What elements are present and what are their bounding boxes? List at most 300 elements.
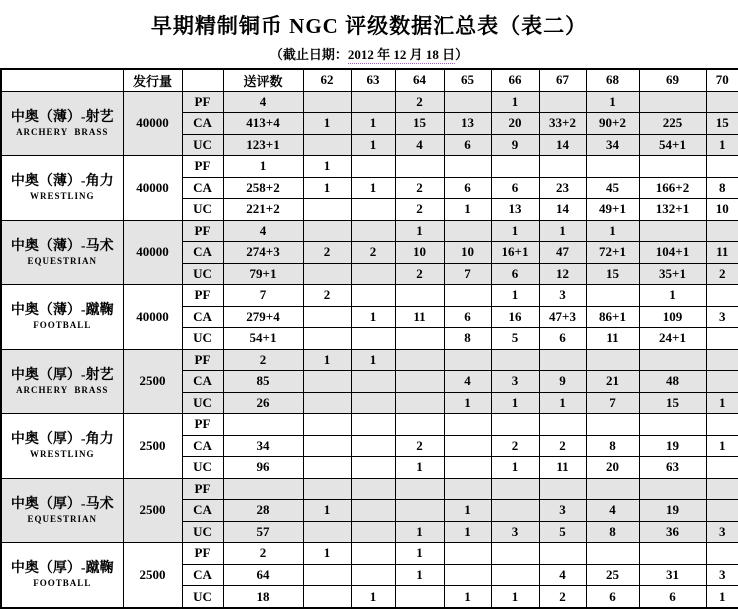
grade-count-cell: 16+1 [491,242,539,264]
grade-count-cell [351,435,395,457]
corner-cell [1,69,123,91]
grade-count-cell [303,521,351,543]
submit-count-cell: 28 [223,500,303,522]
grade-count-cell [706,285,738,307]
grade-count-cell: 49+1 [586,199,639,221]
grade-count-cell: 34 [586,134,639,156]
grade-count-cell: 14 [539,199,586,221]
issue-qty-cell: 40000 [123,91,182,156]
grade-count-cell: 1 [303,500,351,522]
grade-count-cell [444,543,491,565]
grade-count-cell: 11 [586,328,639,350]
table-row [1,349,738,371]
coin-name-cell [1,543,123,609]
grade-header-70: 70 [706,69,738,91]
grade-count-cell: 2 [539,586,586,609]
table-row [1,91,738,113]
finish-type-cell: UC [182,328,223,350]
grade-count-cell: 54+1 [639,134,706,156]
issue-qty-header: 发行量 [123,69,182,91]
grade-count-cell [639,156,706,178]
grade-count-cell: 31 [639,564,706,586]
table-body [1,91,738,608]
grade-count-cell: 2 [303,242,351,264]
grade-count-cell: 35+1 [639,263,706,285]
finish-type-cell: PF [182,543,223,565]
grade-count-cell: 166+2 [639,177,706,199]
grade-count-cell: 1 [351,113,395,135]
grade-count-cell: 2 [351,242,395,264]
grade-count-cell [395,349,444,371]
grade-count-cell: 2 [395,435,444,457]
grade-count-cell [303,414,351,436]
grade-count-cell [444,564,491,586]
grade-count-cell: 8 [444,328,491,350]
grade-count-cell: 1 [351,177,395,199]
grade-count-cell [706,349,738,371]
finish-type-cell: UC [182,392,223,414]
grade-count-cell [351,457,395,479]
grade-count-cell: 1 [351,349,395,371]
coin-name-en: ARCHERY BRASS [16,126,109,137]
issue-qty-cell: 2500 [123,478,182,543]
grade-count-cell [539,156,586,178]
issue-qty-cell: 2500 [123,349,182,414]
grade-count-cell: 1 [303,113,351,135]
submit-count-cell: 34 [223,435,303,457]
grade-count-cell [351,220,395,242]
table-row [1,285,738,307]
submit-count-cell: 123+1 [223,134,303,156]
grade-count-cell: 1 [395,457,444,479]
submit-count-cell: 64 [223,564,303,586]
grade-count-cell [539,543,586,565]
grade-count-cell [395,328,444,350]
grade-count-cell: 3 [539,500,586,522]
finish-type-cell: PF [182,156,223,178]
submit-count-cell: 413+4 [223,113,303,135]
grade-count-cell: 6 [444,134,491,156]
grade-count-cell: 1 [351,586,395,609]
coin-name-cell [1,220,123,285]
grade-count-cell: 19 [639,500,706,522]
grade-count-cell: 6 [444,177,491,199]
grade-count-cell: 1 [539,392,586,414]
subtitle-date: 2012 年 12 月 18 日 [347,47,456,62]
grade-count-cell: 1 [706,134,738,156]
page-title: 早期精制铜币 NGC 评级数据汇总表（表二） [150,14,588,38]
subtitle [0,44,738,63]
grade-count-cell [303,457,351,479]
coin-name-cell [1,414,123,479]
coin-name-cell [1,478,123,543]
grade-count-cell: 1 [491,285,539,307]
grade-count-cell: 1 [444,521,491,543]
grade-count-cell: 4 [539,564,586,586]
grade-count-cell: 21 [586,371,639,393]
grade-count-cell [586,478,639,500]
submit-count-cell: 26 [223,392,303,414]
submit-count-cell: 85 [223,371,303,393]
table-row [1,543,738,565]
submit-count-cell: 2 [223,349,303,371]
grade-count-cell [444,478,491,500]
grade-count-cell: 7 [444,263,491,285]
grade-count-cell [395,285,444,307]
grade-count-cell [395,478,444,500]
submit-count-cell [223,478,303,500]
grade-count-cell: 11 [395,306,444,328]
submit-count-cell: 2 [223,543,303,565]
grade-count-cell [351,414,395,436]
grade-count-cell [706,543,738,565]
grade-count-cell: 10 [444,242,491,264]
grade-count-cell [491,414,539,436]
grade-count-cell: 1 [395,220,444,242]
finish-type-cell: CA [182,371,223,393]
finish-type-cell: PF [182,91,223,113]
grade-count-cell: 23 [539,177,586,199]
grade-count-cell: 2 [395,91,444,113]
grade-count-cell [444,349,491,371]
grade-count-cell: 4 [444,371,491,393]
coin-name-en: ARCHERY BRASS [16,384,109,395]
issue-qty-cell: 2500 [123,414,182,479]
grade-count-cell [303,306,351,328]
coin-name-en: EQUESTRIAN [27,513,97,524]
grade-count-cell: 1 [395,543,444,565]
grade-count-cell [639,478,706,500]
finish-type-cell: UC [182,521,223,543]
grade-count-cell: 86+1 [586,306,639,328]
submit-count-cell: 221+2 [223,199,303,221]
grade-count-cell: 5 [539,521,586,543]
grade-count-cell [706,91,738,113]
coin-name-cell [1,285,123,350]
summary-table [0,68,738,609]
grade-count-cell: 1 [444,586,491,609]
finish-type-cell: CA [182,500,223,522]
finish-type-cell: CA [182,435,223,457]
grade-count-cell: 8 [586,435,639,457]
grade-count-cell: 2 [303,285,351,307]
coin-name-cn: 中奥（厚）-马术 [10,496,114,512]
grade-count-cell: 1 [351,306,395,328]
grade-count-cell [351,156,395,178]
coin-name-en: FOOTBALL [33,320,92,331]
subtitle-suffix: ） [455,47,469,62]
grade-count-cell [539,91,586,113]
coin-name-en: WRESTLING [29,191,95,202]
submit-count-cell [223,414,303,436]
grade-count-cell: 4 [586,500,639,522]
grade-count-cell [351,564,395,586]
grade-count-cell [395,414,444,436]
grade-count-cell: 2 [395,199,444,221]
coin-name-cn: 中奥（薄）-角力 [10,174,114,190]
grade-count-cell [303,371,351,393]
grade-count-cell: 3 [706,564,738,586]
coin-name-cn: 中奥（厚）-射艺 [10,367,114,383]
submit-count-cell: 54+1 [223,328,303,350]
finish-type-cell: PF [182,478,223,500]
grade-count-cell: 132+1 [639,199,706,221]
grade-count-cell: 1 [303,177,351,199]
grade-count-cell [351,392,395,414]
subtitle-prefix: （截止日期： [269,47,348,62]
submit-count-cell: 7 [223,285,303,307]
grade-count-cell: 9 [491,134,539,156]
grade-count-cell [303,263,351,285]
grade-count-cell [444,220,491,242]
grade-count-cell: 33+2 [539,113,586,135]
grade-count-cell: 20 [491,113,539,135]
grade-count-cell [303,134,351,156]
grade-count-cell [639,91,706,113]
finish-type-cell: CA [182,564,223,586]
grade-count-cell: 6 [491,177,539,199]
grade-count-cell [303,564,351,586]
header-row [1,69,738,91]
grade-count-cell: 1 [586,220,639,242]
grade-count-cell: 1 [639,285,706,307]
finish-type-cell: UC [182,457,223,479]
grade-count-cell [351,285,395,307]
grade-count-cell: 3 [539,285,586,307]
grade-count-cell [706,478,738,500]
grade-count-cell: 109 [639,306,706,328]
finish-type-cell: CA [182,177,223,199]
grade-count-cell: 1 [586,91,639,113]
grade-header-67: 67 [539,69,586,91]
grade-count-cell: 6 [539,328,586,350]
finish-type-cell: PF [182,220,223,242]
grade-count-cell [706,414,738,436]
grade-count-cell [539,349,586,371]
coin-name-en: EQUESTRIAN [27,255,97,266]
type-col-header [182,69,223,91]
grade-count-cell: 10 [706,199,738,221]
table-row [1,414,738,436]
grade-count-cell: 3 [491,371,539,393]
submit-count-cell: 4 [223,220,303,242]
grade-count-cell [303,478,351,500]
grade-count-cell: 7 [586,392,639,414]
grade-count-cell: 1 [491,220,539,242]
grade-count-cell: 1 [395,564,444,586]
finish-type-cell: CA [182,242,223,264]
grade-count-cell [303,586,351,609]
grade-count-cell [539,478,586,500]
grade-count-cell: 1 [491,586,539,609]
grade-count-cell: 2 [395,177,444,199]
grade-count-cell: 10 [395,242,444,264]
grade-count-cell [491,543,539,565]
grade-count-cell [303,328,351,350]
grade-count-cell: 15 [586,263,639,285]
grade-count-cell: 15 [639,392,706,414]
grade-count-cell [706,328,738,350]
grade-count-cell: 19 [639,435,706,457]
grade-count-cell: 15 [706,113,738,135]
grade-count-cell [706,156,738,178]
grade-count-cell [444,457,491,479]
grade-count-cell [706,371,738,393]
grade-count-cell: 1 [303,349,351,371]
grade-count-cell: 6 [491,263,539,285]
finish-type-cell: UC [182,134,223,156]
issue-qty-cell: 2500 [123,543,182,609]
grade-count-cell: 72+1 [586,242,639,264]
grade-count-cell [444,285,491,307]
issue-qty-cell: 40000 [123,220,182,285]
grade-count-cell [706,500,738,522]
grade-count-cell: 90+2 [586,113,639,135]
grade-count-cell [303,220,351,242]
coin-name-cn: 中奥（薄）-射艺 [10,109,114,125]
coin-name-cn: 中奥（薄）-蹴鞠 [10,303,114,319]
grade-count-cell [395,500,444,522]
coin-name-cn: 中奥（薄）-马术 [10,238,114,254]
submit-count-cell: 1 [223,156,303,178]
finish-type-cell: UC [182,263,223,285]
submit-count-cell: 274+3 [223,242,303,264]
grade-header-63: 63 [351,69,395,91]
grade-count-cell [639,220,706,242]
grade-count-cell [395,156,444,178]
grade-header-68: 68 [586,69,639,91]
grade-header-65: 65 [444,69,491,91]
grade-count-cell [586,156,639,178]
grade-count-cell: 47+3 [539,306,586,328]
finish-type-cell: PF [182,285,223,307]
grade-count-cell: 1 [706,586,738,609]
table-row [1,156,738,178]
grade-count-cell: 2 [539,435,586,457]
grade-count-cell [539,414,586,436]
grade-count-cell: 3 [706,306,738,328]
finish-type-cell: PF [182,349,223,371]
grade-count-cell: 1 [444,392,491,414]
grade-count-cell: 1 [351,134,395,156]
grade-count-cell [351,91,395,113]
grade-count-cell: 3 [491,521,539,543]
grade-count-cell: 47 [539,242,586,264]
grade-count-cell [444,435,491,457]
grade-count-cell [639,349,706,371]
grade-count-cell [491,349,539,371]
grade-count-cell: 20 [586,457,639,479]
grade-count-cell: 1 [491,91,539,113]
grade-count-cell: 1 [706,435,738,457]
submit-count-header: 送评数 [223,69,303,91]
grade-count-cell: 3 [706,521,738,543]
grade-count-cell [303,392,351,414]
grade-count-cell [395,586,444,609]
grade-count-cell: 2 [395,263,444,285]
grade-count-cell: 8 [706,177,738,199]
submit-count-cell: 258+2 [223,177,303,199]
grade-count-cell [351,328,395,350]
table-row [1,220,738,242]
grade-count-cell [351,263,395,285]
grade-count-cell: 11 [706,242,738,264]
grade-count-cell: 15 [395,113,444,135]
coin-name-cn: 中奥（厚）-蹴鞠 [10,561,114,577]
submit-count-cell: 79+1 [223,263,303,285]
grade-count-cell [351,478,395,500]
table-header [1,69,738,91]
grade-header-69: 69 [639,69,706,91]
grade-count-cell [586,285,639,307]
coin-name-cell [1,349,123,414]
grade-count-cell: 5 [491,328,539,350]
finish-type-cell: CA [182,113,223,135]
grade-count-cell: 13 [444,113,491,135]
grade-count-cell: 24+1 [639,328,706,350]
grade-count-cell: 63 [639,457,706,479]
table-row [1,478,738,500]
grade-count-cell: 9 [539,371,586,393]
grade-count-cell: 104+1 [639,242,706,264]
grade-count-cell [639,543,706,565]
coin-name-cell [1,156,123,221]
grade-count-cell: 1 [303,543,351,565]
grade-count-cell [491,478,539,500]
grade-count-cell [444,91,491,113]
grade-count-cell [303,435,351,457]
grade-count-cell: 36 [639,521,706,543]
grade-count-cell [491,564,539,586]
coin-name-en: FOOTBALL [33,578,92,589]
grade-count-cell: 13 [491,199,539,221]
grade-count-cell: 45 [586,177,639,199]
finish-type-cell: PF [182,414,223,436]
grade-count-cell: 1 [539,220,586,242]
grade-count-cell: 16 [491,306,539,328]
submit-count-cell: 18 [223,586,303,609]
grade-count-cell: 1 [444,500,491,522]
grade-header-66: 66 [491,69,539,91]
grade-count-cell [491,156,539,178]
issue-qty-cell: 40000 [123,285,182,350]
grade-count-cell [444,414,491,436]
grade-count-cell: 1 [303,156,351,178]
grade-count-cell: 6 [586,586,639,609]
grade-count-cell [395,392,444,414]
submit-count-cell: 279+4 [223,306,303,328]
grade-count-cell [303,91,351,113]
grade-count-cell: 14 [539,134,586,156]
grade-count-cell: 2 [706,263,738,285]
grade-count-cell: 225 [639,113,706,135]
grade-count-cell: 1 [395,521,444,543]
submit-count-cell: 57 [223,521,303,543]
grade-count-cell: 2 [491,435,539,457]
grade-count-cell [639,414,706,436]
grade-count-cell: 1 [444,199,491,221]
grade-count-cell [351,371,395,393]
grade-count-cell [351,199,395,221]
grade-count-cell: 12 [539,263,586,285]
grade-count-cell [586,349,639,371]
grade-count-cell: 6 [444,306,491,328]
grade-count-cell [706,457,738,479]
grade-count-cell [586,543,639,565]
grade-count-cell: 11 [539,457,586,479]
submit-count-cell: 96 [223,457,303,479]
grade-header-62: 62 [303,69,351,91]
